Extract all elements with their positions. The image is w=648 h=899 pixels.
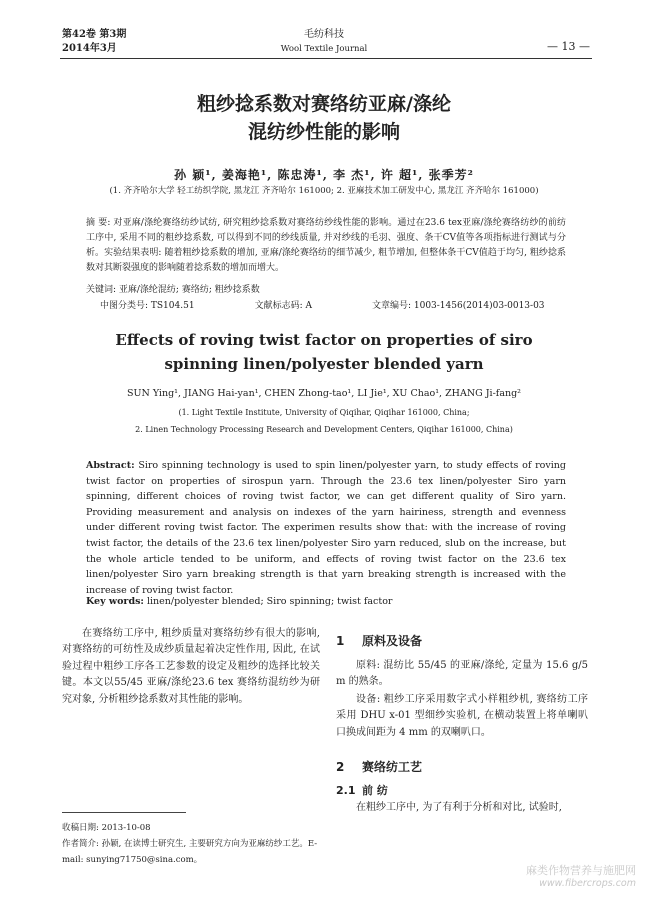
affiliation-en-1: (1. Light Textile Institute, University of Qiqihar, Qiqihar 161000, China; [178,408,470,417]
title-en-line-1: Effects of roving twist factor on properties of siro [115,331,533,349]
year-month: 2014年3月 [62,43,117,54]
section-1-materials: 原料: 混纺比 55/45 的亚麻/涤纶, 定量为 15.6 g/5 m 的熟条。 [336,660,588,688]
article-number: 文章编号: 1003-1456(2014)03-0013-03 [371,301,545,311]
keywords-en [86,596,566,607]
section-2-title: 赛络纺工艺 [362,760,423,774]
title-cn-line-1: 粗纱捻系数对赛络纺亚麻/涤纶 [197,93,451,115]
authors-en: SUN Ying¹, JIANG Hai-yan¹, CHEN Zhong-tao¹, LI Jie¹, XU Chao¹, ZHANG Ji-fang² [126,388,521,399]
section-1-heading [336,632,422,649]
subsection-2-1-number: 2.1 [336,784,356,797]
abstract-en-label: Abstract: [86,460,135,471]
watermark-url: www.fibercrops.com [539,878,636,889]
title-en-line-2: spinning linen/polyester blended yarn [164,355,484,373]
header-rule [60,58,592,59]
abstract-cn: 摘 要: 对亚麻/涤纶赛络纺纱试纺, 研究粗纱捻系数对赛络纺纱线性能的影响。通过在23.6 tex亚麻/涤纶赛络纺纱的前纺工序中, 采用不同的粗纱捻系数, 可以得到不同的纱线质量, 并对纱线的毛羽、强度、条干CV值等各项指标进行测试与分析。实验结果表明: 随着粗纱捻系数的增加, 亚麻/涤纶赛络纺的细节减少, 粗节增加, 但整体条干CV值趋于均匀, 粗纱捻系数对其断裂强度的影响随着捻系数的增加而增大。 [86,218,566,273]
affiliations-cn: (1. 齐齐哈尔大学 轻工纺织学院, 黑龙江 齐齐哈尔 161000; 2. 亚麻技术加工研发中心, 黑龙江 齐齐哈尔 161000) [109,186,539,196]
subsection-2-1-title: 前 纺 [362,784,388,797]
abstract-en [86,458,566,598]
clc-number: 中图分类号: TS104.51 [100,301,195,311]
affiliation-en-2: 2. Linen Technology Processing Research and Development Centers, Qiqihar 161000, China) [135,425,513,434]
classification-row [100,298,570,311]
affiliations-en [0,404,648,438]
section-1-title: 原料及设备 [362,634,423,648]
journal-name-en: Wool Textile Journal [280,44,368,54]
subsection-2-1-heading [336,782,388,798]
authors-cn: 孙 颖¹, 姜海艳¹, 陈忠涛¹, 李 杰¹, 许 超¹, 张季芳² [174,168,474,182]
received-date: 收稿日期: 2013-10-08 [62,823,151,833]
title-cn-line-2: 混纺纱性能的影响 [247,121,400,143]
keywords-cn: 关键词: 亚麻/涤纶混纺; 赛络纺; 粗纱捻系数 [86,285,260,295]
journal-name-cn: 毛纺科技 [304,29,344,40]
footnote [62,820,324,868]
page-number: — 13 — [547,40,590,53]
intro-paragraph: 在赛络纺工序中, 粗纱质量对赛络纺纱有很大的影响, 对赛络纺的可纺性及成纱质量起着决定性作用, 因此, 在试验过程中粗纱工序各工艺参数的设定及粗纱的选择比较关键。本文以55/45 亚麻/涤纶23.6 tex 赛络纺混纺纱为研究对象, 分析粗纱捻系数对其性能的影响。 [62,628,320,705]
title-cn [0,90,648,146]
abstract-en-text: Siro spinning technology is used to spin linen/polyester yarn, to study effects of roving twist factor on properties of sirospun yarn. Through the 23.6 tex linen/polyester Siro yarn spinning, different choices of roving twist factor, we can get different quality of Siro yarn. Providing measurement and analysis on indexes of the yarn hairiness, strength and evenness under different roving twist factor. The experimen results show that: with the increase of roving twist factor, the details of the 23.6 tex linen/polyester Siro yarn reduced, slub on the increase, but the whole article tended to be uniform, and effects of roving twist factor on the 23.6 tex linen/polyester Siro yarn breaking strength is that yarn breaking strength is increased with the increase of roving twist factor. [86,460,566,596]
keywords-en-text: linen/polyester blended; Siro spinning; twist factor [143,596,393,607]
section-1-equipment: 设备: 粗纱工序采用数字式小样粗纱机, 赛络纺工序采用 DHU x-01 型细纱实验机, 在横动装置上将单喇叭口换成间距为 4 mm 的双喇叭口。 [336,694,588,738]
subsection-2-1-paragraph: 在粗纱工序中, 为了有利于分析和对比, 试验时, [356,802,562,813]
watermark-cn: 麻类作物营养与施肥网 [526,864,636,877]
author-bio: 作者简介: 孙颖, 在读博士研究生, 主要研究方向为亚麻纺纱工艺。E-mail: sunying71750@sina.com。 [62,839,318,865]
section-2-number: 2 [336,760,345,774]
volume-issue: 第42卷 第3期 [62,29,127,40]
footnote-rule [62,812,186,813]
document-code: 文献标志码: A [254,301,312,311]
title-en [0,328,648,376]
section-2-heading [336,758,422,775]
keywords-en-label: Key words: [86,596,144,607]
site-watermark [526,864,636,890]
section-1-number: 1 [336,634,345,648]
